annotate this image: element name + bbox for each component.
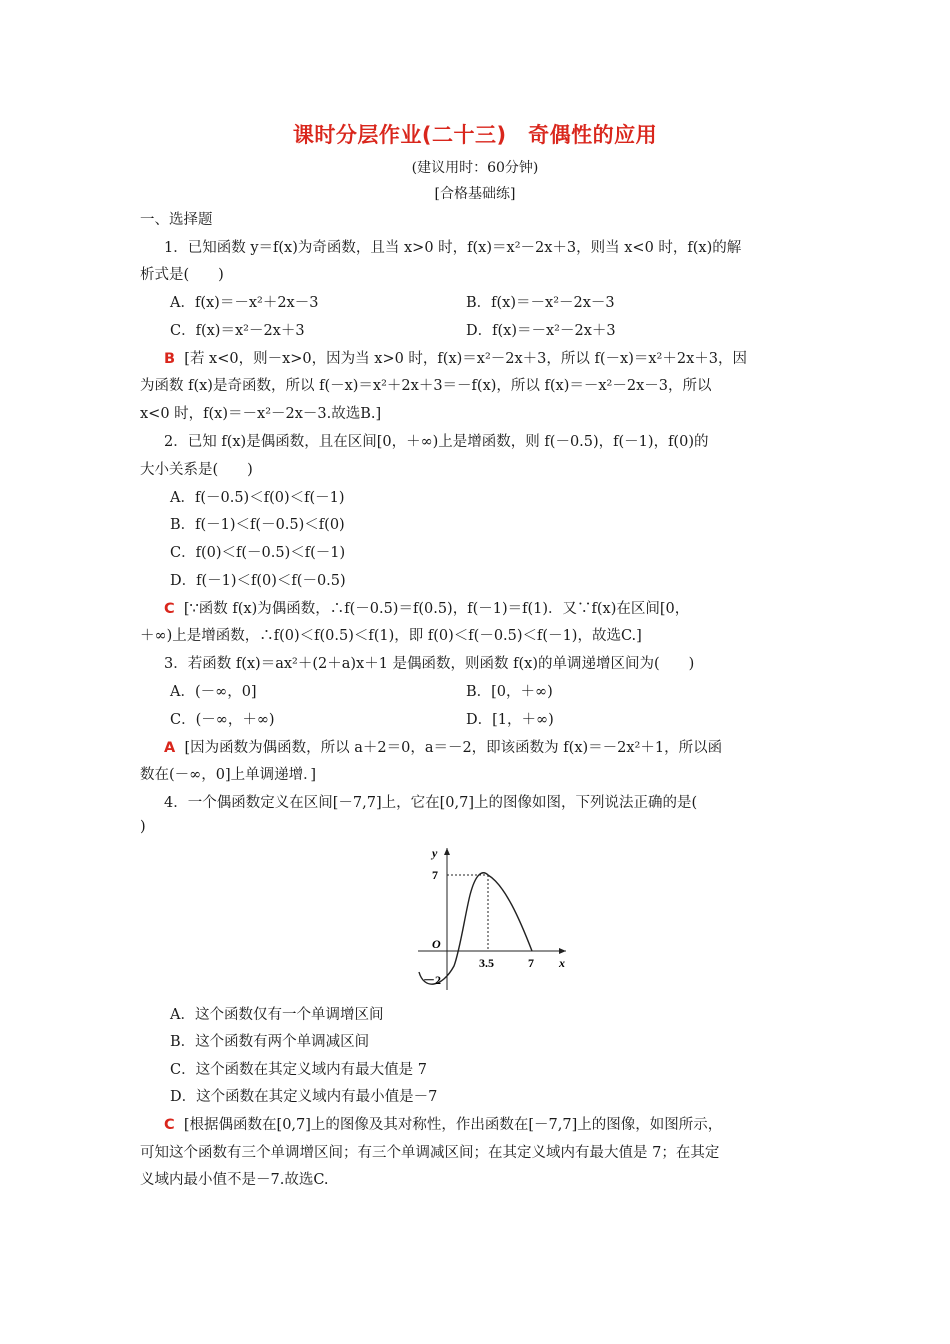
q1-option-a: A．f(x)＝－x²＋2x－3 xyxy=(170,295,319,311)
q1-option-c: C．f(x)＝x²－2x＋3 xyxy=(170,323,305,339)
q4-explanation-line1 xyxy=(164,1113,722,1134)
y-axis-label: y xyxy=(432,846,438,860)
q2-explanation-line2: ＋∞)上是增函数，∴f(0)＜f(0.5)＜f(1)，即 f(0)＜f(－0.5)＜f(－1)，故选C.] xyxy=(140,628,642,644)
q4-option-b: B．这个函数有两个单调减区间 xyxy=(170,1034,370,1050)
x-tick-7: 7 xyxy=(528,956,534,970)
q4-explanation-line3: 义域内最小值不是－7.故选C. xyxy=(140,1172,329,1188)
q2-option-c: C．f(0)＜f(－0.5)＜f(－1) xyxy=(170,545,346,561)
q2-answer: C xyxy=(164,601,175,617)
q2-option-a: A．f(－0.5)＜f(0)＜f(－1) xyxy=(170,490,345,506)
q3-answer: A xyxy=(164,740,176,756)
q4-stem-line2: ) xyxy=(140,819,146,835)
q1-option-d: D．f(x)＝－x²－2x＋3 xyxy=(466,323,616,339)
q2-option-d: D．f(－1)＜f(0)＜f(－0.5) xyxy=(170,573,346,589)
q3-exp1: [因为函数为偶函数，所以 a＋2＝0，a＝－2，即该函数为 f(x)＝－2x²＋1，所以函 xyxy=(184,740,723,756)
page-title: 课时分层作业(二十三) 奇偶性的应用 xyxy=(292,123,658,147)
q3-stem-line1: 3．若函数 f(x)＝ax²＋(2＋a)x＋1 是偶函数，则函数 f(x)的单调递增区间为( ) xyxy=(164,656,695,672)
section-label: [合格基础练] xyxy=(434,186,516,202)
y-axis-arrow xyxy=(444,848,450,855)
q2-stem-line1: 2．已知 f(x)是偶函数，且在区间[0，＋∞)上是增函数，则 f(－0.5)，f(－1)，f(0)的 xyxy=(164,434,709,450)
function-curve xyxy=(419,873,532,984)
q3-option-a: A．(－∞，0] xyxy=(170,684,257,700)
q4-option-d: D．这个函数在其定义域内有最小值是－7 xyxy=(170,1089,438,1105)
q1-explanation-line2: 为函数 f(x)是奇函数，所以 f(－x)＝x²＋2x＋3＝－f(x)，所以 f(x)＝－x²－2x－3，所以 xyxy=(140,378,712,394)
q3-option-c: C．(－∞，＋∞) xyxy=(170,712,275,728)
q4-option-c: C．这个函数在其定义域内有最大值是 7 xyxy=(170,1062,427,1078)
x-axis-arrow xyxy=(559,948,566,954)
q4-exp1: [根据偶函数在[0,7]上的图像及其对称性，作出函数在[－7,7]上的图像，如图所示， xyxy=(183,1117,723,1133)
q4-option-a: A．这个函数仅有一个单调增区间 xyxy=(170,1007,384,1023)
q4-stem-line1: 4．一个偶函数定义在区间[－7,7]上，它在[0,7]上的图像如图，下列说法正确的是( xyxy=(164,795,698,811)
q1-stem-line2: 析式是( ) xyxy=(140,267,224,283)
q2-exp1: [∵函数 f(x)为偶函数，∴f(－0.5)＝f(0.5)，f(－1)＝f(1)．又∵f(x)在区间[0， xyxy=(183,601,690,617)
q4-answer: C xyxy=(164,1117,175,1133)
q3-option-b: B．[0，＋∞) xyxy=(466,684,553,700)
time-note: (建议用时：60分钟) xyxy=(411,160,539,176)
q4-explanation-line2: 可知这个函数有三个单调增区间；有三个单调减区间；在其定义域内有最大值是 7；在其定 xyxy=(140,1145,720,1161)
q2-explanation-line1 xyxy=(164,597,689,618)
q3-explanation-line2: 数在(－∞，0]上单调递增．] xyxy=(140,767,317,783)
q1-explanation-line3: x<0 时，f(x)＝－x²－2x－3.故选B.] xyxy=(140,406,382,422)
q1-option-b: B．f(x)＝－x²－2x－3 xyxy=(466,295,615,311)
q1-stem-line1: 1．已知函数 y＝f(x)为奇函数，且当 x>0 时，f(x)＝x²－2x＋3，则当 x<0 时，f(x)的解 xyxy=(164,240,742,256)
origin-label: O xyxy=(432,937,441,951)
q1-exp1: [若 x<0，则－x>0，因为当 x>0 时，f(x)＝x²－2x＋3，所以 f(－x)＝x²＋2x＋3，因 xyxy=(184,351,747,367)
q1-explanation-line1 xyxy=(164,347,747,368)
q2-stem-line2: 大小关系是( ) xyxy=(140,462,253,478)
function-graph xyxy=(410,840,570,990)
x-tick-3-5: 3.5 xyxy=(479,956,494,970)
q2-option-b: B．f(－1)＜f(－0.5)＜f(0) xyxy=(170,517,345,533)
y-tick-neg2: －2 xyxy=(423,973,442,987)
q3-option-d: D．[1，＋∞) xyxy=(466,712,554,728)
q3-explanation-line1 xyxy=(164,736,722,757)
y-tick-7: 7 xyxy=(432,868,438,882)
graph-svg xyxy=(410,840,570,990)
x-axis-label: x xyxy=(559,956,565,970)
part-heading: 一、选择题 xyxy=(140,212,213,228)
q1-answer: B xyxy=(164,351,176,367)
